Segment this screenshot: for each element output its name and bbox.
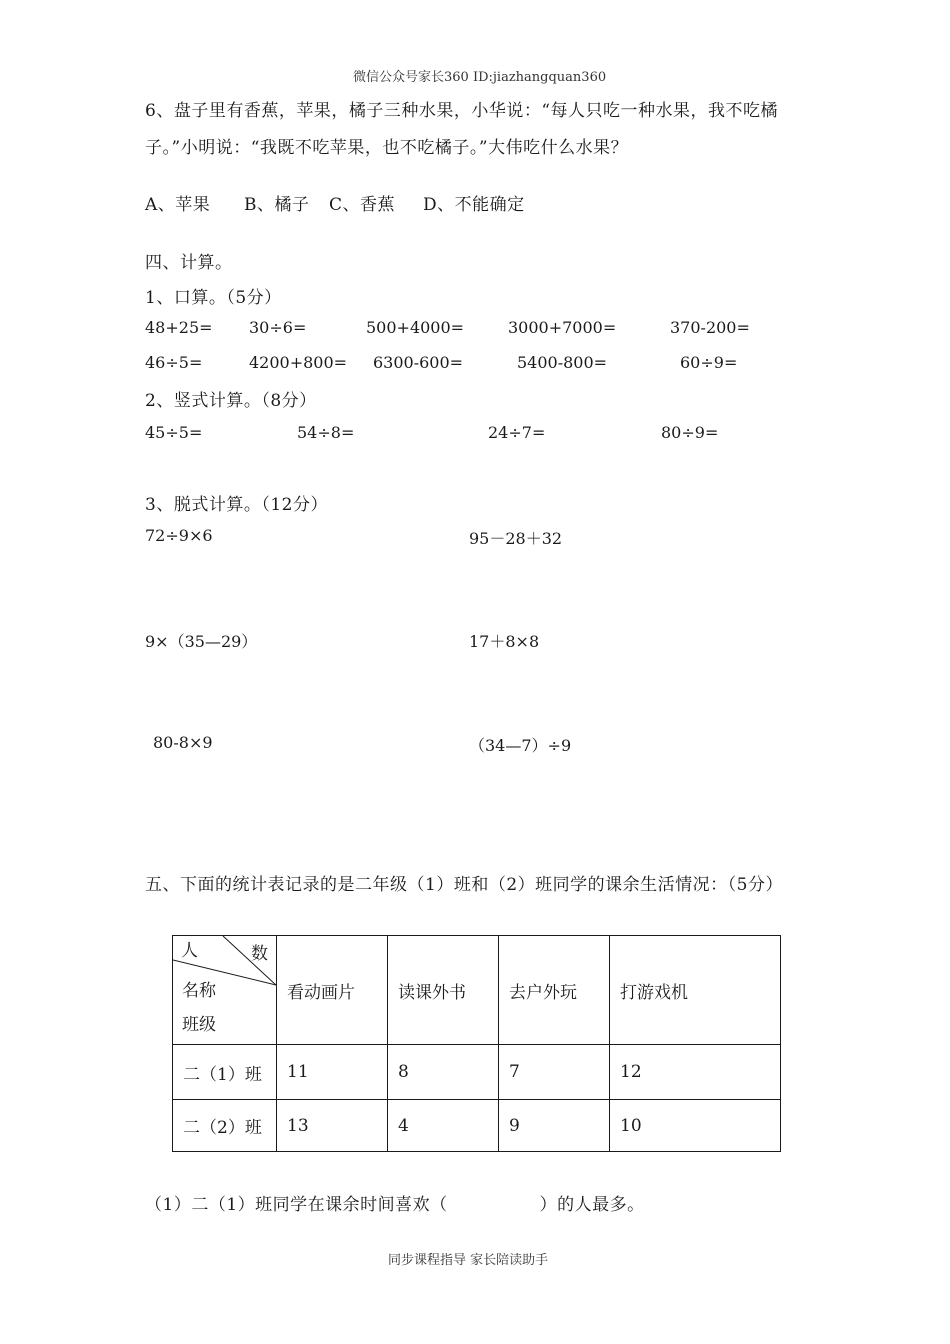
table-row	[173, 1045, 781, 1100]
oral-item: 500+4000=	[366, 318, 465, 337]
vertical-title: 2、竖式计算。（8分）	[145, 391, 317, 411]
stepwise-item: 17＋8×8	[469, 632, 540, 651]
table-cell: 11	[277, 1045, 388, 1100]
q6-option-d: D、不能确定	[423, 195, 525, 215]
q6-option-a: A、苹果	[145, 195, 211, 215]
section5-q1	[145, 1190, 645, 1215]
column-header: 读课外书	[388, 936, 499, 1045]
corner-banji: 班级	[182, 1015, 216, 1035]
q6-line1: 6、盘子里有香蕉，苹果，橘子三种水果，小华说：“每人只吃一种水果，我不吃橘	[145, 101, 779, 121]
oral-item: 5400-800=	[517, 353, 608, 372]
q6-options	[145, 190, 525, 215]
corner-ren: 人	[181, 941, 198, 961]
stepwise-item: 80-8×9	[153, 733, 213, 752]
section5-title: 五、下面的统计表记录的是二年级（1）班和（2）班同学的课余生活情况：（5分）	[145, 875, 783, 895]
section4-title: 四、计算。	[145, 253, 233, 273]
corner-mingcheng: 名称	[182, 981, 216, 1001]
table-cell: 13	[277, 1100, 388, 1152]
stepwise-item: （34—7）÷9	[469, 736, 572, 755]
q6-option-b: B、橘子	[244, 195, 310, 215]
oral-item: 4200+800=	[249, 353, 348, 372]
column-header: 去户外玩	[499, 936, 610, 1045]
vertical-item: 80÷9=	[661, 423, 719, 442]
q6-option-c: C、香蕉	[329, 195, 396, 215]
oral-item: 60÷9=	[680, 353, 738, 372]
stepwise-item: 95－28＋32	[469, 529, 563, 548]
q1-text-before: （1）二（1）班同学在课余时间喜欢（	[145, 1195, 448, 1215]
oral-item: 48+25=	[145, 318, 213, 337]
stepwise-title: 3、脱式计算。（12分）	[145, 495, 328, 515]
table-cell: 4	[388, 1100, 499, 1152]
q1-text-after: ）的人最多。	[539, 1195, 645, 1215]
row-label: 二（2）班	[173, 1100, 277, 1152]
vertical-item: 45÷5=	[145, 423, 203, 442]
oral-item: 3000+7000=	[508, 318, 617, 337]
table-row	[173, 1100, 781, 1152]
vertical-item: 54÷8=	[297, 423, 355, 442]
oral-item: 30÷6=	[249, 318, 307, 337]
oral-item: 370-200=	[670, 318, 750, 337]
corner-shu: 数	[251, 944, 268, 964]
q6-line2: 子。”小明说：“我既不吃苹果，也不吃橘子。”大伟吃什么水果？	[145, 138, 629, 158]
column-header: 打游戏机	[610, 936, 781, 1045]
stats-table	[172, 935, 781, 1152]
table-cell: 12	[610, 1045, 781, 1100]
vertical-item: 24÷7=	[488, 423, 546, 442]
oral-item: 46÷5=	[145, 353, 203, 372]
stepwise-item: 72÷9×6	[145, 526, 213, 545]
table-cell: 8	[388, 1045, 499, 1100]
oral-title: 1、口算。（5分）	[145, 288, 282, 308]
stepwise-item: 9×（35—29）	[145, 632, 258, 651]
table-cell: 7	[499, 1045, 610, 1100]
column-header: 看动画片	[277, 936, 388, 1045]
page-footer: 同步课程指导 家长陪读助手	[388, 1253, 549, 1268]
table-cell: 9	[499, 1100, 610, 1152]
table-corner-header	[173, 936, 277, 1045]
page-header: 微信公众号家长360 ID:jiazhangquan360	[353, 70, 607, 85]
oral-item: 6300-600=	[373, 353, 464, 372]
row-label: 二（1）班	[173, 1045, 277, 1100]
table-cell: 10	[610, 1100, 781, 1152]
